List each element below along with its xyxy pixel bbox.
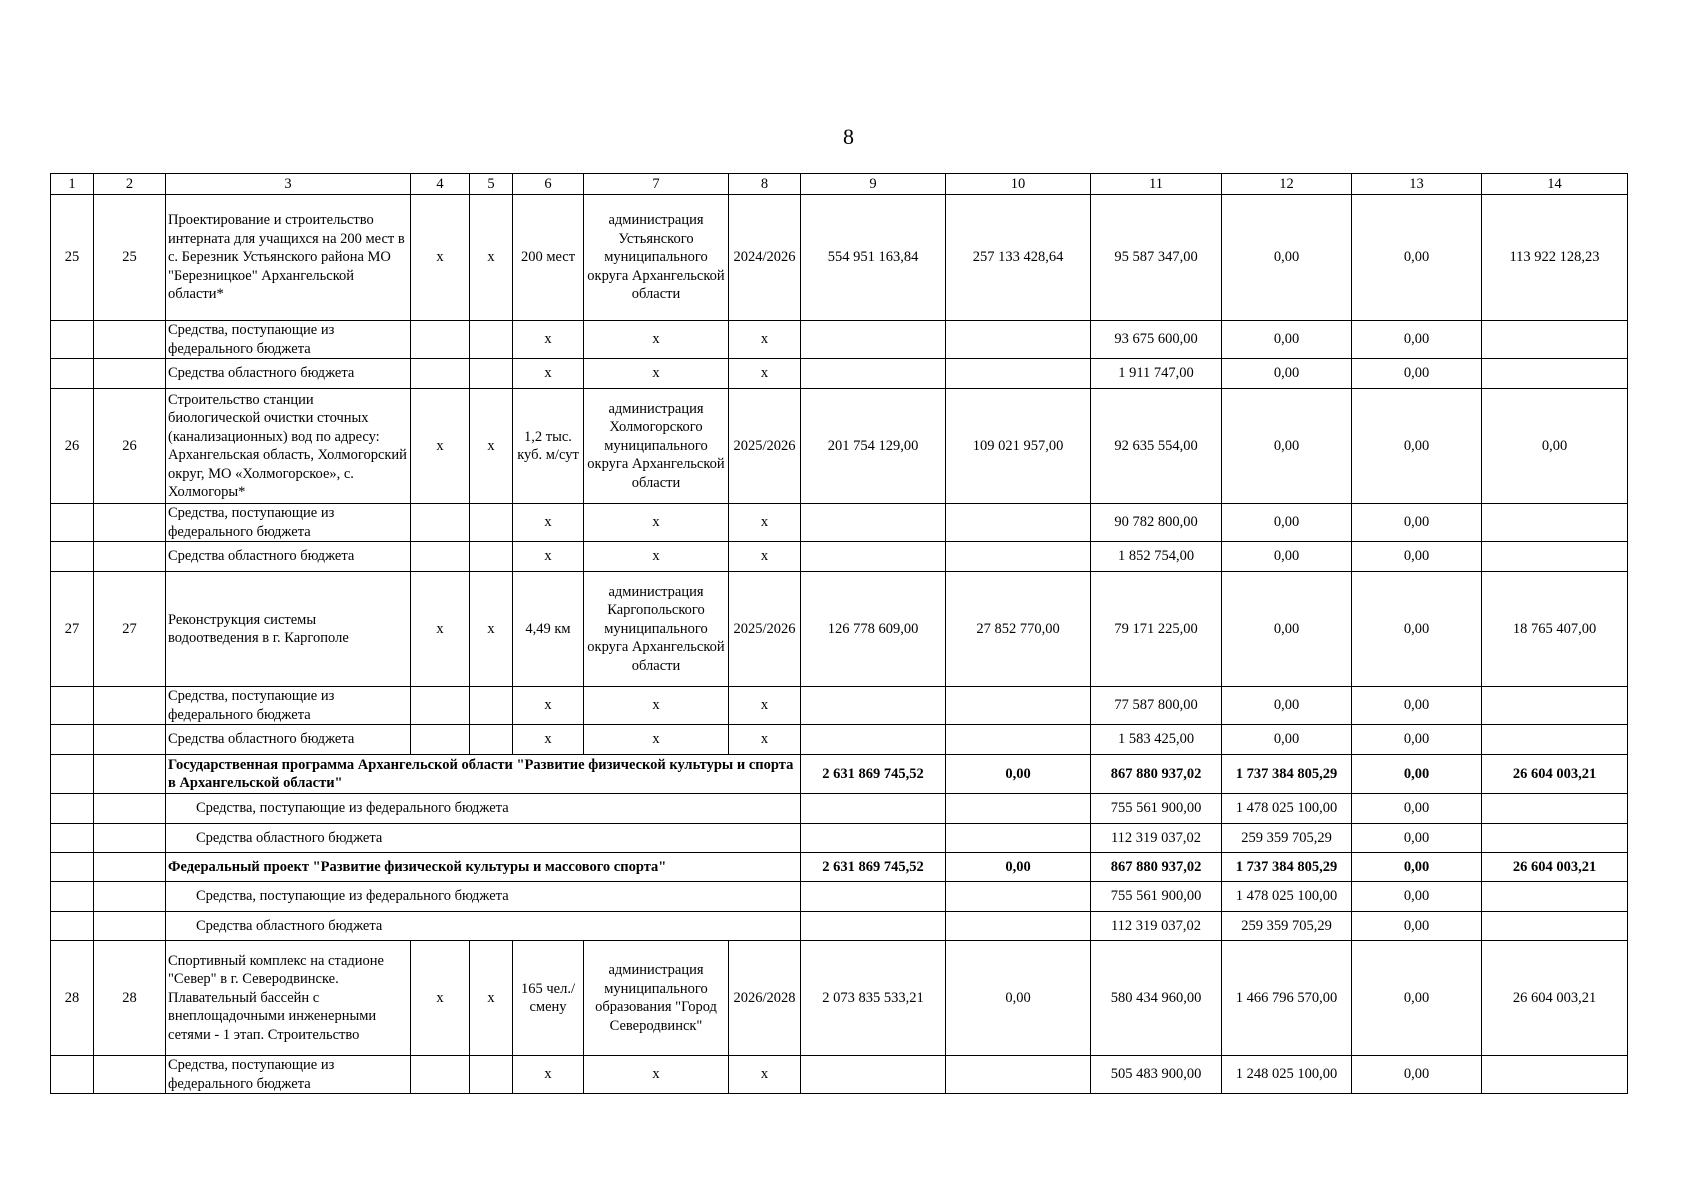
table-cell: 93 675 600,00 <box>1091 321 1222 359</box>
table-cell: 0,00 <box>1352 725 1482 755</box>
table-cell <box>411 1056 470 1094</box>
section-title: Федеральный проект "Развитие физической культуры и массового спорта" <box>166 853 801 882</box>
table-cell: 26 <box>51 389 94 504</box>
table-cell: 0,00 <box>1352 794 1482 824</box>
table-cell <box>1482 1056 1628 1094</box>
table-cell: х <box>513 1056 584 1094</box>
table-cell: х <box>729 321 801 359</box>
table-cell: 0,00 <box>1352 195 1482 321</box>
total-value: 0,00 <box>1352 755 1482 794</box>
table-cell: х <box>411 941 470 1056</box>
table-cell: 0,00 <box>1222 542 1352 572</box>
table-cell: 25 <box>94 195 166 321</box>
table-cell <box>470 725 513 755</box>
column-number: 9 <box>801 174 946 195</box>
table-row <box>51 359 1628 389</box>
table-cell: 2025/2026 <box>729 572 801 687</box>
table-cell: х <box>729 504 801 542</box>
table-cell <box>51 687 94 725</box>
table-cell <box>94 542 166 572</box>
column-number: 11 <box>1091 174 1222 195</box>
table-cell: 1 911 747,00 <box>1091 359 1222 389</box>
table-cell <box>946 882 1091 912</box>
table-cell: 112 319 037,02 <box>1091 824 1222 853</box>
table-cell: 26 604 003,21 <box>1482 941 1628 1056</box>
table-cell: х <box>470 941 513 1056</box>
table-cell: 0,00 <box>1352 504 1482 542</box>
table-cell: 77 587 800,00 <box>1091 687 1222 725</box>
total-value: 867 880 937,02 <box>1091 853 1222 882</box>
table-cell: 27 <box>51 572 94 687</box>
funding-label: Средства областного бюджета <box>166 912 801 941</box>
table-cell: 580 434 960,00 <box>1091 941 1222 1056</box>
table-cell <box>801 824 946 853</box>
table-cell <box>801 504 946 542</box>
table-cell <box>51 542 94 572</box>
table-cell: х <box>584 687 729 725</box>
table-cell <box>801 687 946 725</box>
table-cell: 1 466 796 570,00 <box>1222 941 1352 1056</box>
table-cell: х <box>470 572 513 687</box>
table-cell: х <box>470 195 513 321</box>
table-cell <box>470 542 513 572</box>
table-cell: 0,00 <box>1222 572 1352 687</box>
table-cell: 113 922 128,23 <box>1482 195 1628 321</box>
header-row <box>51 174 1628 195</box>
column-number: 5 <box>470 174 513 195</box>
table-cell: 79 171 225,00 <box>1091 572 1222 687</box>
total-value: 1 737 384 805,29 <box>1222 853 1352 882</box>
table-cell <box>51 755 94 794</box>
table-cell <box>1482 725 1628 755</box>
table-cell: 0,00 <box>1352 321 1482 359</box>
table-cell: 0,00 <box>1352 912 1482 941</box>
table-cell <box>946 1056 1091 1094</box>
table-cell: х <box>513 504 584 542</box>
table-cell <box>51 882 94 912</box>
table-cell: 0,00 <box>1352 882 1482 912</box>
funding-row <box>51 912 1628 941</box>
table-cell <box>94 321 166 359</box>
item-name: Строительство станции биологической очистки сточных (канализационных) вод по адресу: Архангельская область, Холмогорский округ, МО «Холмогорское», с. Холмогоры* <box>166 389 411 504</box>
table-cell: 0,00 <box>1222 321 1352 359</box>
table-cell <box>470 1056 513 1094</box>
table-cell <box>470 504 513 542</box>
table-cell <box>801 542 946 572</box>
table-cell: 0,00 <box>1352 941 1482 1056</box>
funding-label: Средства, поступающие из федерального бюджета <box>166 882 801 912</box>
item-name: Средства областного бюджета <box>166 542 411 572</box>
table-cell <box>411 321 470 359</box>
table-cell <box>51 725 94 755</box>
table-cell <box>1482 359 1628 389</box>
table-cell: х <box>513 687 584 725</box>
table-cell: 0,00 <box>1352 389 1482 504</box>
table-cell: х <box>584 1056 729 1094</box>
table-cell <box>1482 794 1628 824</box>
table-cell <box>94 359 166 389</box>
table-cell <box>470 359 513 389</box>
table-cell: 259 359 705,29 <box>1222 912 1352 941</box>
table-cell <box>94 687 166 725</box>
table-cell: 4,49 км <box>513 572 584 687</box>
total-value: 0,00 <box>946 853 1091 882</box>
table-cell: х <box>411 389 470 504</box>
total-value: 0,00 <box>1352 853 1482 882</box>
item-name: Проектирование и строительство интерната для учащихся на 200 мест в с. Березник Устьянского района МО "Березницкое" Архангельской области* <box>166 195 411 321</box>
table-cell: х <box>729 725 801 755</box>
table-cell: 257 133 428,64 <box>946 195 1091 321</box>
table-cell: 554 951 163,84 <box>801 195 946 321</box>
item-name: Средства, поступающие из федерального бюджета <box>166 504 411 542</box>
total-value: 0,00 <box>946 755 1091 794</box>
table-row <box>51 389 1628 504</box>
table-cell: 755 561 900,00 <box>1091 794 1222 824</box>
total-value: 26 604 003,21 <box>1482 853 1628 882</box>
table-cell: 112 319 037,02 <box>1091 912 1222 941</box>
table-row <box>51 687 1628 725</box>
table-cell: 0,00 <box>1222 359 1352 389</box>
table-cell <box>946 321 1091 359</box>
table-cell: 259 359 705,29 <box>1222 824 1352 853</box>
table-cell <box>1482 882 1628 912</box>
table-cell <box>946 824 1091 853</box>
total-value: 26 604 003,21 <box>1482 755 1628 794</box>
table-cell <box>1482 504 1628 542</box>
column-number: 12 <box>1222 174 1352 195</box>
table-cell: администрация Холмогорского муниципального округа Архангельской области <box>584 389 729 504</box>
column-number: 7 <box>584 174 729 195</box>
table-cell <box>946 504 1091 542</box>
table-cell: 95 587 347,00 <box>1091 195 1222 321</box>
table-cell <box>801 321 946 359</box>
table-cell: 2024/2026 <box>729 195 801 321</box>
table-cell: х <box>729 1056 801 1094</box>
table-cell <box>1482 912 1628 941</box>
table-row <box>51 1056 1628 1094</box>
funding-label: Средства областного бюджета <box>166 824 801 853</box>
table-cell: 28 <box>51 941 94 1056</box>
funding-row <box>51 794 1628 824</box>
table-cell: администрация муниципального образования "Город Северодвинск" <box>584 941 729 1056</box>
column-number: 4 <box>411 174 470 195</box>
item-name: Средства, поступающие из федерального бюджета <box>166 1056 411 1094</box>
page-number: 8 <box>843 124 854 149</box>
table-cell: х <box>470 389 513 504</box>
section-row <box>51 853 1628 882</box>
table-cell: 25 <box>51 195 94 321</box>
table-cell: х <box>729 359 801 389</box>
table-row <box>51 195 1628 321</box>
table-cell <box>94 794 166 824</box>
table-cell: 201 754 129,00 <box>801 389 946 504</box>
table-cell: 1,2 тыс. куб. м/сут <box>513 389 584 504</box>
table-cell: 1 478 025 100,00 <box>1222 882 1352 912</box>
table-cell: 109 021 957,00 <box>946 389 1091 504</box>
table-cell: администрация Каргопольского муниципального округа Архангельской области <box>584 572 729 687</box>
table-cell <box>411 725 470 755</box>
table-cell: х <box>729 542 801 572</box>
table-cell <box>94 882 166 912</box>
table-row <box>51 941 1628 1056</box>
table-cell <box>411 504 470 542</box>
table-cell: х <box>584 725 729 755</box>
table-cell <box>801 359 946 389</box>
table-cell: 27 <box>94 572 166 687</box>
table-cell: 0,00 <box>946 941 1091 1056</box>
table-cell: 1 248 025 100,00 <box>1222 1056 1352 1094</box>
budget-table <box>50 173 1628 1094</box>
section-row <box>51 755 1628 794</box>
table-cell <box>801 725 946 755</box>
table-cell <box>51 912 94 941</box>
table-cell: 200 мест <box>513 195 584 321</box>
table-cell: 0,00 <box>1222 725 1352 755</box>
table-row <box>51 504 1628 542</box>
table-cell <box>801 882 946 912</box>
table-cell: 0,00 <box>1482 389 1628 504</box>
total-value: 1 737 384 805,29 <box>1222 755 1352 794</box>
column-number: 14 <box>1482 174 1628 195</box>
column-number: 10 <box>946 174 1091 195</box>
table-cell: 0,00 <box>1352 1056 1482 1094</box>
table-cell: х <box>584 359 729 389</box>
table-cell: 0,00 <box>1222 504 1352 542</box>
table-cell <box>1482 687 1628 725</box>
table-row <box>51 572 1628 687</box>
item-name: Средства областного бюджета <box>166 725 411 755</box>
table-cell: 165 чел./смену <box>513 941 584 1056</box>
table-cell <box>801 1056 946 1094</box>
item-name: Средства, поступающие из федерального бюджета <box>166 687 411 725</box>
table-cell <box>51 321 94 359</box>
table-cell <box>946 359 1091 389</box>
table-cell: 1 478 025 100,00 <box>1222 794 1352 824</box>
table-cell <box>801 794 946 824</box>
item-name: Спортивный комплекс на стадионе "Север" в г. Северодвинске. Плавательный бассейн с внеплощадочными инженерными сетями - 1 этап. Строительство <box>166 941 411 1056</box>
funding-row <box>51 824 1628 853</box>
table-cell: 0,00 <box>1352 542 1482 572</box>
table-cell: 755 561 900,00 <box>1091 882 1222 912</box>
table-cell: 1 852 754,00 <box>1091 542 1222 572</box>
table-cell: 27 852 770,00 <box>946 572 1091 687</box>
table-cell <box>94 725 166 755</box>
table-cell <box>946 687 1091 725</box>
table-cell: 126 778 609,00 <box>801 572 946 687</box>
column-number: 8 <box>729 174 801 195</box>
table-cell: 2025/2026 <box>729 389 801 504</box>
table-cell: администрация Устьянского муниципального округа Архангельской области <box>584 195 729 321</box>
table-cell <box>51 794 94 824</box>
table-cell: х <box>584 504 729 542</box>
table-cell: х <box>513 359 584 389</box>
table-cell <box>946 725 1091 755</box>
table-cell: х <box>584 321 729 359</box>
table-cell: 92 635 554,00 <box>1091 389 1222 504</box>
table-cell: 0,00 <box>1222 195 1352 321</box>
column-number: 2 <box>94 174 166 195</box>
table-cell: 2026/2028 <box>729 941 801 1056</box>
table-cell: 0,00 <box>1352 687 1482 725</box>
table-cell: х <box>411 572 470 687</box>
table-cell: 1 583 425,00 <box>1091 725 1222 755</box>
table-cell: 2 073 835 533,21 <box>801 941 946 1056</box>
table-cell <box>94 824 166 853</box>
table-cell <box>94 504 166 542</box>
table-cell <box>411 542 470 572</box>
table-cell <box>51 853 94 882</box>
table-cell <box>411 359 470 389</box>
column-number: 6 <box>513 174 584 195</box>
column-number: 3 <box>166 174 411 195</box>
total-value: 867 880 937,02 <box>1091 755 1222 794</box>
table-cell: 0,00 <box>1222 389 1352 504</box>
table-cell: 505 483 900,00 <box>1091 1056 1222 1094</box>
table-cell <box>411 687 470 725</box>
table-cell: х <box>729 687 801 725</box>
table-cell <box>470 687 513 725</box>
total-value: 2 631 869 745,52 <box>801 755 946 794</box>
table-cell <box>94 912 166 941</box>
table-cell <box>51 1056 94 1094</box>
table-cell: 28 <box>94 941 166 1056</box>
table-cell <box>94 755 166 794</box>
table-row <box>51 321 1628 359</box>
table-cell: 0,00 <box>1352 359 1482 389</box>
table-cell <box>946 542 1091 572</box>
table-cell <box>94 1056 166 1094</box>
item-name: Средства, поступающие из федерального бюджета <box>166 321 411 359</box>
table-row <box>51 725 1628 755</box>
table-cell: х <box>513 542 584 572</box>
funding-row <box>51 882 1628 912</box>
table-cell: 0,00 <box>1352 824 1482 853</box>
column-number: 1 <box>51 174 94 195</box>
table-cell <box>946 794 1091 824</box>
funding-label: Средства, поступающие из федерального бюджета <box>166 794 801 824</box>
table-cell <box>1482 321 1628 359</box>
table-cell <box>1482 824 1628 853</box>
table-cell <box>51 824 94 853</box>
table-cell: 90 782 800,00 <box>1091 504 1222 542</box>
table-cell: 0,00 <box>1352 572 1482 687</box>
table-cell <box>470 321 513 359</box>
table-cell: х <box>584 542 729 572</box>
table-row <box>51 542 1628 572</box>
table-cell: 18 765 407,00 <box>1482 572 1628 687</box>
table-cell: х <box>513 725 584 755</box>
table-cell <box>94 853 166 882</box>
table-cell <box>51 359 94 389</box>
table-cell: 0,00 <box>1222 687 1352 725</box>
table-cell <box>1482 542 1628 572</box>
table-cell <box>946 912 1091 941</box>
table-cell <box>801 912 946 941</box>
item-name: Реконструкция системы водоотведения в г. Каргополе <box>166 572 411 687</box>
table-cell <box>51 504 94 542</box>
total-value: 2 631 869 745,52 <box>801 853 946 882</box>
item-name: Средства областного бюджета <box>166 359 411 389</box>
table-cell: х <box>513 321 584 359</box>
table-cell: 26 <box>94 389 166 504</box>
table-cell: х <box>411 195 470 321</box>
column-number: 13 <box>1352 174 1482 195</box>
section-title: Государственная программа Архангельской области "Развитие физической культуры и спорта в Архангельской области" <box>166 755 801 794</box>
